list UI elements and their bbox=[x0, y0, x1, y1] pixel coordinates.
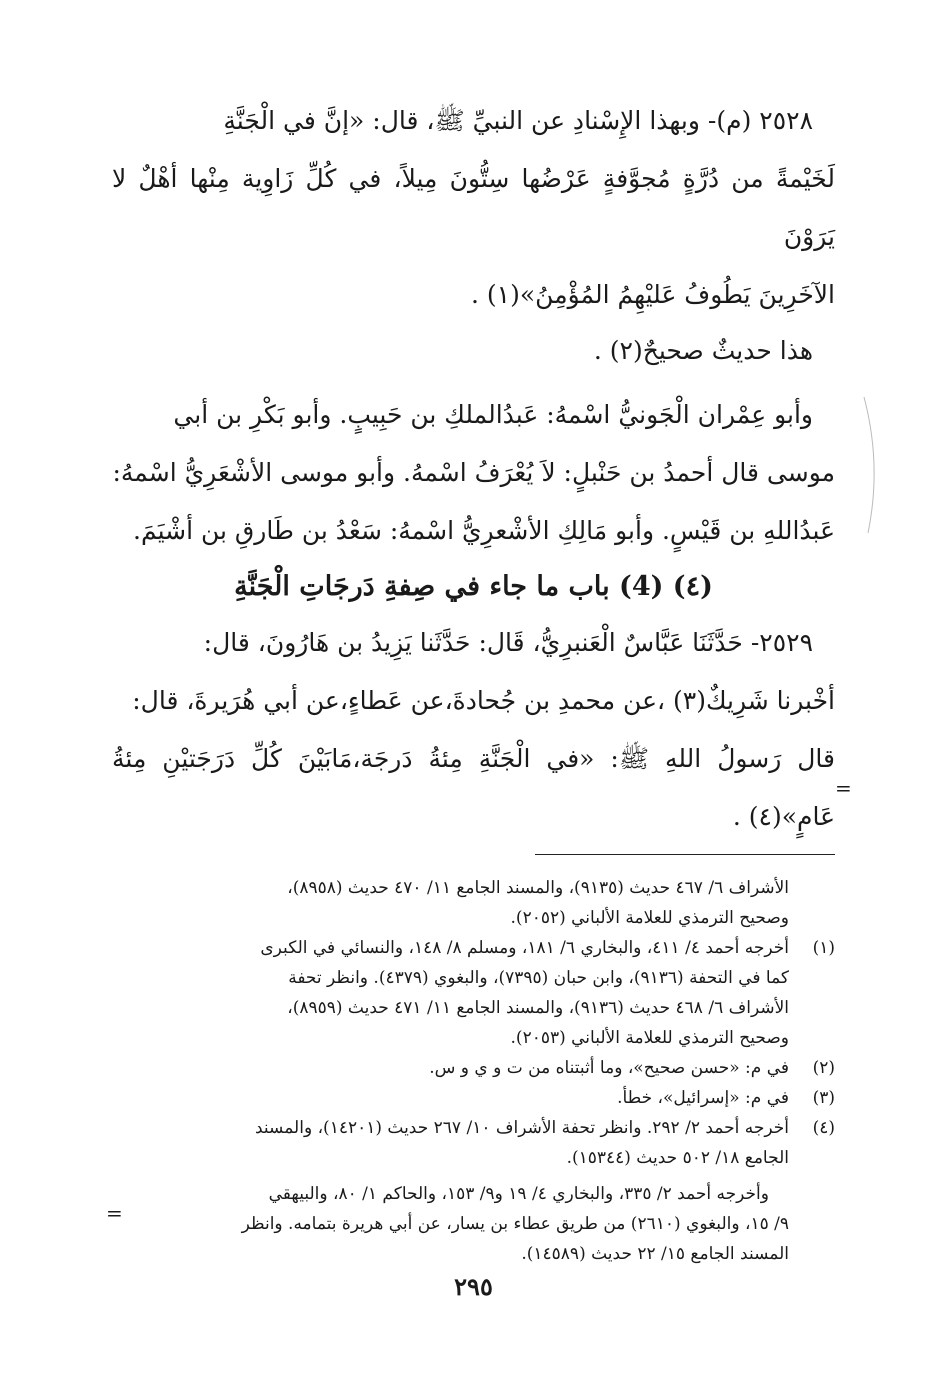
footnote-number: (١) bbox=[812, 938, 835, 958]
footnote-divider bbox=[535, 854, 835, 855]
footnote-line: المسند الجامع ١٥/ ٢٢ حديث (١٤٥٨٩). bbox=[521, 1244, 789, 1264]
footnote-4 bbox=[112, 1113, 835, 1173]
narrators-line-3: عَبدُاللهِ بن قَيْسٍ. وأبو مَالِكِ الأشْعرِيُّ اسْمهُ: سَعْدُ بن طَارقِ بن أشْيَمَ. bbox=[133, 516, 835, 545]
continues-marker: = bbox=[106, 1201, 123, 1225]
footnote-3 bbox=[112, 1083, 835, 1113]
main-text bbox=[112, 92, 835, 846]
hadith-2528-line-1: ٢٥٢٨ (م)- وبهذا الإِسْنادِ عن النبيِّ ﷺ، قال: «إنَّ في الْجَنَّةِ bbox=[223, 106, 813, 135]
footnote-number: (٣) bbox=[812, 1088, 835, 1108]
hadith-2528-line-2: لَخَيْمةً من دُرَّةٍ مُجوَّفةٍ عَرْضُها سِتُّونَ مِيلاً، في كُلِّ زَاوِية مِنْها أهْلٌ لا يَرَوْنَ bbox=[112, 164, 835, 251]
footnote-line: الأشراف ٦/ ٤٦٨ حديث (٩١٣٦)، والمسند الجامع ١١/ ٤٧١ حديث (٨٩٥٩)، bbox=[287, 998, 789, 1018]
footnote-line: الجامع ١٨/ ٥٠٢ حديث (١٥٣٤٤). bbox=[566, 1148, 789, 1168]
footnote-line: في م: «حسن صحيح»، وما أثبتناه من ت و ي و س. bbox=[429, 1058, 789, 1078]
footnote-line: في م: «إسرائيل»، خطأ. bbox=[617, 1088, 789, 1108]
footnote-continuation-line: وصحيح الترمذي للعلامة الألباني (٢٠٥٢). bbox=[510, 908, 789, 928]
hadith-2528-line-3: الآخَرِينَ يَطُوفُ عَليْهِمُ المُؤْمِنُ»(١) . bbox=[471, 280, 835, 309]
chapter-heading: (٤) (4) باب ما جاء في صِفةِ دَرجَاتِ الْجَنَّةِ bbox=[234, 571, 713, 602]
footnote-number: (٢) bbox=[812, 1058, 835, 1078]
hadith-verdict: هذا حديثٌ صحيحٌ(٢) . bbox=[593, 336, 813, 365]
footnote-line: أخرجه أحمد ٤/ ٤١١، والبخاري ٦/ ١٨١، ومسلم ٨/ ١٤٨، والنسائي في الكبرى bbox=[260, 938, 789, 958]
footnote-continuation-line: الأشراف ٦/ ٤٦٧ حديث (٩١٣٥)، والمسند الجامع ١١/ ٤٧٠ حديث (٨٩٥٨)، bbox=[287, 878, 789, 898]
footnote-2 bbox=[112, 1053, 835, 1083]
narrators-line-1: وأبو عِمْران الْجَونيُّ اسْمهُ: عَبدُالملكِ بن حَبِيبٍ. وأبو بَكْرِ بن أبي bbox=[173, 400, 813, 429]
narrators-line-2: موسى قال أحمدُ بن حَنْبلٍ: لاَ يُعْرَفُ اسْمهُ. وأبو موسى الأشْعَرِيُّ اسْمهُ: bbox=[112, 458, 835, 487]
footnote-continuation bbox=[112, 873, 835, 933]
footnote-extra bbox=[112, 1179, 835, 1269]
footnote-1 bbox=[112, 933, 835, 1053]
footnote-line: أخرجه أحمد ٢/ ٢٩٢. وانظر تحفة الأشراف ١٠/ ٢٦٧ حديث (١٤٢٠١)، والمسند bbox=[255, 1118, 789, 1138]
footnote-line: ٩/ ١٥، والبغوي (٢٦١٠) من طريق عطاء بن يسار، عن أبي هريرة بتمامه. وانظر bbox=[241, 1214, 789, 1234]
hadith-2529-line-3: قال رَسولُ اللهِ ﷺ: «في الْجَنَّةِ مِئةُ دَرجَة،مَابَيْنَ كُلِّ دَرَجَتيْنِ مِئةُ عَامٍ»(٤) . bbox=[112, 744, 835, 831]
margin-curve-mark bbox=[860, 395, 890, 535]
continuation-marker: = bbox=[835, 776, 852, 800]
footnote-line: وأخرجه أحمد ٢/ ٣٣٥، والبخاري ٤/ ١٩ و٩/ ١٥٣، والحاكم ١/ ٨٠، والبيهقي bbox=[268, 1184, 769, 1204]
page-number: ٢٩٥ bbox=[454, 1272, 493, 1301]
hadith-2529-line-1: ٢٥٢٩- حَدَّثَنَا عَبَّاسٌ الْعَنبرِيُّ، قَال: حَدَّثَنا يَزِيدُ بن هَارُونَ، قال: bbox=[203, 628, 813, 657]
footnotes bbox=[112, 873, 835, 1269]
footnote-line: وصحيح الترمذي للعلامة الألباني (٢٠٥٣). bbox=[510, 1028, 789, 1048]
hadith-2529-line-2: أخْبرنا شَرِيكٌ(٣) ،عن محمدِ بن جُحادةَ،عن عَطاءٍ،عن أبي هُرَيرةَ، قال: bbox=[132, 686, 835, 715]
footnote-line: كما في التحفة (٩١٣٦)، وابن حبان (٧٣٩٥)، والبغوي (٤٣٧٩). وانظر تحفة bbox=[288, 968, 789, 988]
footnote-number: (٤) bbox=[812, 1118, 835, 1138]
